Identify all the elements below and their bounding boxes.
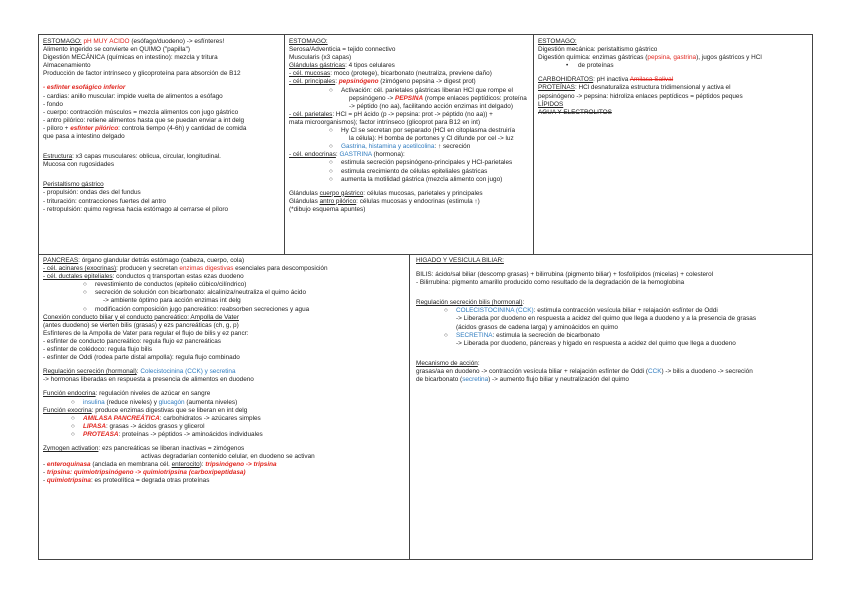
text: pepsinógeno -> xyxy=(349,94,396,102)
stomach-cell-1 xyxy=(43,38,281,252)
text: : producen y secretan xyxy=(116,265,180,273)
text: pepsinógeno -> pepsina: hidroliza enlaces peptídicos = péptidos peques xyxy=(538,92,743,100)
bullet-icon: • xyxy=(566,62,569,70)
text: BILIS xyxy=(416,271,432,279)
text: Hy Cl se secretan por separado (HCl en citoplasma destruiría xyxy=(341,127,516,135)
text: - esfínter de conducto pancreático: regula flujo ez pancreáticas xyxy=(43,337,221,345)
enzyme-highlight: pepsinógeno xyxy=(338,78,379,86)
divider-vertical-bottom xyxy=(409,254,410,559)
enzyme-highlight: enteroquinasa xyxy=(46,461,91,469)
subheading: Función exocrina xyxy=(43,406,92,414)
text: : moco (protege), bicarbonato (neutraliza, previene daño) xyxy=(330,70,492,78)
liver-cell xyxy=(416,257,810,557)
sphincter-label: esfínter pilórico xyxy=(70,124,119,132)
notes-grid xyxy=(38,34,813,560)
text: (zimógeno pepsina -> digest prot) xyxy=(378,78,476,86)
text: Mucosa con rugosidades xyxy=(43,161,115,169)
subheading: Glándulas gástricas xyxy=(289,62,346,70)
text: grasas/aa en duodeno -> contracción vesícula biliar + relajación esfínter de Oddi ( xyxy=(416,367,648,375)
subheading: - cél. ductales epiteliales xyxy=(43,273,113,281)
enzyme-highlight: LIPASA xyxy=(83,422,106,430)
text: : xyxy=(136,368,141,376)
text: : carbohidratos -> azúcares simples xyxy=(159,414,261,422)
subheading: - cél. mucosas xyxy=(289,70,331,78)
text: : células mucosas y endocrinas (estimula ↑) xyxy=(356,197,480,205)
hormone-highlight: GASTRINA xyxy=(339,151,372,159)
subheading: CARBOHIDRATOS xyxy=(538,76,594,84)
text: - esfínter de Oddi (rodea parte distal ampolla): regula flujo combinado xyxy=(43,354,240,362)
text: -> Liberada por duodeno en respuesta a acidez del quimo que llega a duodeno y a la presencia de grasas xyxy=(456,315,757,323)
subheading: Conexión conducto biliar y el conducto pancreático: Ampolla de Vater xyxy=(43,313,239,321)
bullet-icon: ○ xyxy=(83,281,87,289)
subheading: AGUA Y ELECTROLITOS xyxy=(538,108,612,116)
enzyme-highlight: quimiotripsina xyxy=(46,477,91,485)
text: - retropulsión: quimo regresa hacia estómago al cerrarse el píloro xyxy=(43,205,229,213)
subheading: - cél. parietales xyxy=(289,110,333,118)
text: la célula): H bomba de portones y Cl difunde por cel -> luz xyxy=(349,135,514,143)
text: -> hormonas liberadas en respuesta a presencia de alimentos en duodeno xyxy=(43,376,254,384)
text: : regulación niveles de azúcar en sangre xyxy=(95,390,211,398)
hormone-highlight: glucagón xyxy=(158,398,185,406)
text: (*dibujo esquema apuntes) xyxy=(289,205,366,213)
text: Digestión química: enzimas gástricas ( xyxy=(538,54,648,62)
text: (anclada en membrana cél. xyxy=(90,461,172,469)
text: : HCl = pH ácido (p -> pepsina: prot -> péptido (no aa)) + xyxy=(332,110,493,118)
text: Digestión MECÁNICA (químicas en intestino): mezcla y tritura xyxy=(43,54,218,62)
section-title: ESTÓMAGO: xyxy=(43,38,82,45)
hormone-highlight: Colecistocinina (CCK) y secretina xyxy=(140,368,236,376)
subheading: Regulación secreción (hormonal) xyxy=(43,368,137,376)
text: - xyxy=(43,469,47,477)
hormone-highlight: SECRETINA xyxy=(456,331,493,339)
text: (rompe enlaces peptídicos: proteína xyxy=(423,94,527,102)
text: - esfínter de colédoco: regula flujo bilis xyxy=(43,346,153,354)
text: estimula crecimiento de células epiteliales gástricas xyxy=(341,167,488,175)
text: : proteínas -> péptidos -> aminoácidos individuales xyxy=(118,430,263,438)
text: : ezs pancreáticas se liberan inactivas = zimógenos xyxy=(98,444,245,452)
text: : ↑ secreción xyxy=(434,143,471,151)
text: : estimula la secreción de bicarbonato xyxy=(492,331,600,339)
text: - cuerpo: contracción músculos = mezcla alimentos con jugo gástrico xyxy=(43,108,239,116)
bullet-icon: ○ xyxy=(83,305,87,313)
bullet-icon: ○ xyxy=(83,289,87,297)
text: (aumenta niveles) xyxy=(184,398,238,406)
enzyme-highlight: tripsina: quimiotripsinógeno -> quimiotripsina (carboxipeptidasa) xyxy=(46,469,246,477)
subheading: LÍPIDOS xyxy=(538,100,564,108)
text: - Bilirrubina xyxy=(416,279,449,287)
text: - xyxy=(43,461,47,469)
subheading: Zymogen activation xyxy=(43,444,99,452)
text: : conductos q transportan estas ezas duodeno xyxy=(112,273,244,281)
text: ) -> bilis a duodeno -> secreción xyxy=(661,367,753,375)
text: que pasa a intestino delgado xyxy=(43,133,125,141)
section-title: HÍGADO Y VESÍCULA BILIAR: xyxy=(416,257,504,264)
bullet-icon: ○ xyxy=(71,430,75,438)
text: (ácidos grasos de cadena larga) y aminoácidos en quimo xyxy=(456,323,618,331)
text: Esfínteres de la Ampolla de Vater para regular el flujo de bilis y ez pancr: xyxy=(43,329,249,337)
bullet-icon: ○ xyxy=(329,167,333,175)
text: -> ambiente óptimo para acción enzimas int delg xyxy=(103,297,241,305)
section-title: ESTÓMAGO: xyxy=(289,38,328,45)
text: (reduce niveles) y xyxy=(104,398,159,406)
subheading: - cél. endocrinas xyxy=(289,151,336,159)
text: - antro pilórico: retiene alimentos hasta que se puedan enviar a int delg xyxy=(43,116,245,124)
enzyme-highlight: Amilasa Salival xyxy=(629,76,674,84)
text: : células mucosas, parietales y principales xyxy=(363,189,483,197)
text: Digestión mecánica: peristaltismo gástrico xyxy=(538,46,658,54)
hormone-highlight: secretina xyxy=(462,376,489,384)
sphincter-label: - esfínter esofágico inferior xyxy=(43,84,126,92)
hormone-highlight: COLECISTOCININA (CCK) xyxy=(456,307,534,315)
hormone-highlight: CCK xyxy=(647,367,662,375)
text: Producción de factor intrínseco y glicoproteína para absorción de B12 xyxy=(43,70,241,78)
text: : pH inactiva xyxy=(593,76,630,84)
text: secreción de solución con bicarbonato: alcaliniza/neutraliza el quimo ácido xyxy=(95,289,307,297)
text: : pigmento amarillo producido como resultado de la degradación de la hemoglobina xyxy=(448,279,685,287)
text: Activación: cél. parietales gástricas liberan HCl que rompe el xyxy=(341,86,513,94)
text: - trituración: contracciones fuertes del antro xyxy=(43,197,166,205)
pancreas-cell xyxy=(43,257,407,557)
subheading: Estructura xyxy=(43,153,73,161)
bullet-icon: ○ xyxy=(444,331,448,339)
subheading: Mecanismo de acción xyxy=(416,359,478,367)
text: : HCl desnaturaliza estructura tridimensional y activa el xyxy=(574,84,731,92)
text: ) -> aumento flujo biliar y neutralización del quimo xyxy=(488,376,629,384)
bullet-icon: ○ xyxy=(71,398,75,406)
subheading: Peristaltismo gástrico xyxy=(43,181,104,189)
text: enterocito xyxy=(171,461,200,469)
text: -> Liberada por duodeno, páncreas y hígado en respuesta a acidez del quimo que llega a duodeno xyxy=(456,339,736,347)
text: : xyxy=(335,78,339,86)
text: : 4 tipos celulares xyxy=(345,62,395,70)
section-title: ESTÓMAGO: xyxy=(538,38,577,45)
text: Serosa/Adventicia = tejido connectivo xyxy=(289,46,396,54)
text: Glándulas xyxy=(289,189,320,197)
subheading: Función endocrina xyxy=(43,390,96,398)
text: : es proteolítica = degrada otras proteínas xyxy=(90,477,210,485)
section-title: PÁNCREAS xyxy=(43,257,79,264)
bullet-icon: ○ xyxy=(329,159,333,167)
text: Almacenamiento xyxy=(43,62,91,70)
enzyme-highlight: PEPSINA xyxy=(395,94,424,102)
text: : ácido/sal biliar (descomp grasas) + bilirrubina (pigmento biliar) + fosfolípidos (micelas) + colesterol xyxy=(431,271,714,279)
text: : produce enzimas digestivas que se liberan en int delg xyxy=(91,406,248,414)
text: Muscularis (x3 capas) xyxy=(289,54,352,62)
hormone-highlight: Gastrina, histamina y acetilcolina xyxy=(341,143,435,151)
text: - fondo xyxy=(43,100,63,108)
subheading: cuerpo gástrico xyxy=(319,189,364,197)
bullet-icon: ○ xyxy=(329,175,333,183)
text: : estimula contracción vesícula biliar + relajación esfínter de Oddi xyxy=(533,307,718,315)
stomach-cell-2 xyxy=(289,38,531,252)
subheading: antro pilórico xyxy=(319,197,357,205)
divider-vertical-top-2 xyxy=(533,35,534,254)
subheading: - cél. principales xyxy=(289,78,336,86)
text: - píloro + xyxy=(43,124,71,132)
text: activas degradarían contenido celular, en duodeno se activan xyxy=(141,453,315,461)
text: ), jugos gástricos y HCl xyxy=(696,54,762,62)
text: - xyxy=(43,477,47,485)
text: estimula secreción pepsinógeno-principales y HCl-parietales xyxy=(341,159,513,167)
text: (antes duodeno) se vierten bilis (grasas) y ezs pancreáticas (ch, g, p) xyxy=(43,321,239,329)
text: Alimento ingerido se convierte en QUIMO ("papilla") xyxy=(43,46,190,54)
text: ): xyxy=(199,461,206,469)
subheading: - cél. acinares (exocrinas) xyxy=(43,265,117,273)
text: mata microorganismos); factor intrínseco (glicoprot para B12 en int) xyxy=(289,118,481,126)
enzyme-highlight: tripsinógeno -> tripsina xyxy=(205,461,277,469)
text: : xyxy=(522,299,525,307)
bullet-icon: ○ xyxy=(329,86,333,94)
ph-highlight: pH MUY ÁCIDO xyxy=(83,38,130,45)
divider-horizontal xyxy=(39,254,812,255)
text: - propulsión: ondas des del fundus xyxy=(43,189,141,197)
text: (esófago/duodeno) -> esfínteres! xyxy=(131,38,225,45)
bullet-icon: ○ xyxy=(444,307,448,315)
text: esenciales para descomposición xyxy=(233,265,328,273)
subheading: Regulación secreción bilis (hormonal) xyxy=(416,299,523,307)
bullet-icon: ○ xyxy=(329,127,333,135)
text: -> péptido (no aa), facilitando acción enzimas int delgado) xyxy=(349,102,513,110)
text: - cardias: anillo muscular: impide vuelta de alimentos a esófago xyxy=(43,92,223,100)
enzyme-highlight: AMILASA PANCREÁTICA xyxy=(83,414,160,422)
text: aumenta la motilidad gástrica (mezcla alimento con jugo) xyxy=(341,175,503,183)
hormone-highlight: insulina xyxy=(83,398,105,406)
text: de bicarbonato ( xyxy=(416,376,463,384)
enzyme-highlight: pepsina, gastrina xyxy=(647,54,697,62)
text: (hormona): xyxy=(371,151,405,159)
text: : xyxy=(477,359,480,367)
text: : controla tiempo (4-6h) y cantidad de comida xyxy=(118,124,247,132)
enzyme-highlight: enzimas digestivas xyxy=(179,265,234,273)
text: : órgano glandular detrás estómago (cabeza, cuerpo, cola) xyxy=(78,257,245,264)
text: : xyxy=(335,151,340,159)
bullet-icon: ○ xyxy=(71,414,75,422)
text: revestimiento de conductos (epitelio cúbico/cilíndrico) xyxy=(95,281,247,289)
divider-vertical-top-1 xyxy=(284,35,285,254)
bullet-icon: ○ xyxy=(329,143,333,151)
text: : grasas -> ácidos grasos y glicerol xyxy=(105,422,205,430)
subheading: PROTEÍNAS xyxy=(538,84,575,92)
text: : x3 capas musculares: oblicua, circular, longitudinal. xyxy=(72,153,221,161)
text: de proteínas xyxy=(578,62,614,70)
text: modificación composición jugo pancreático: reabsorben secreciones y agua xyxy=(95,305,310,313)
enzyme-highlight: PROTEASA xyxy=(83,430,119,438)
text: Glándulas xyxy=(289,197,320,205)
bullet-icon: ○ xyxy=(71,422,75,430)
stomach-cell-3 xyxy=(538,38,810,252)
